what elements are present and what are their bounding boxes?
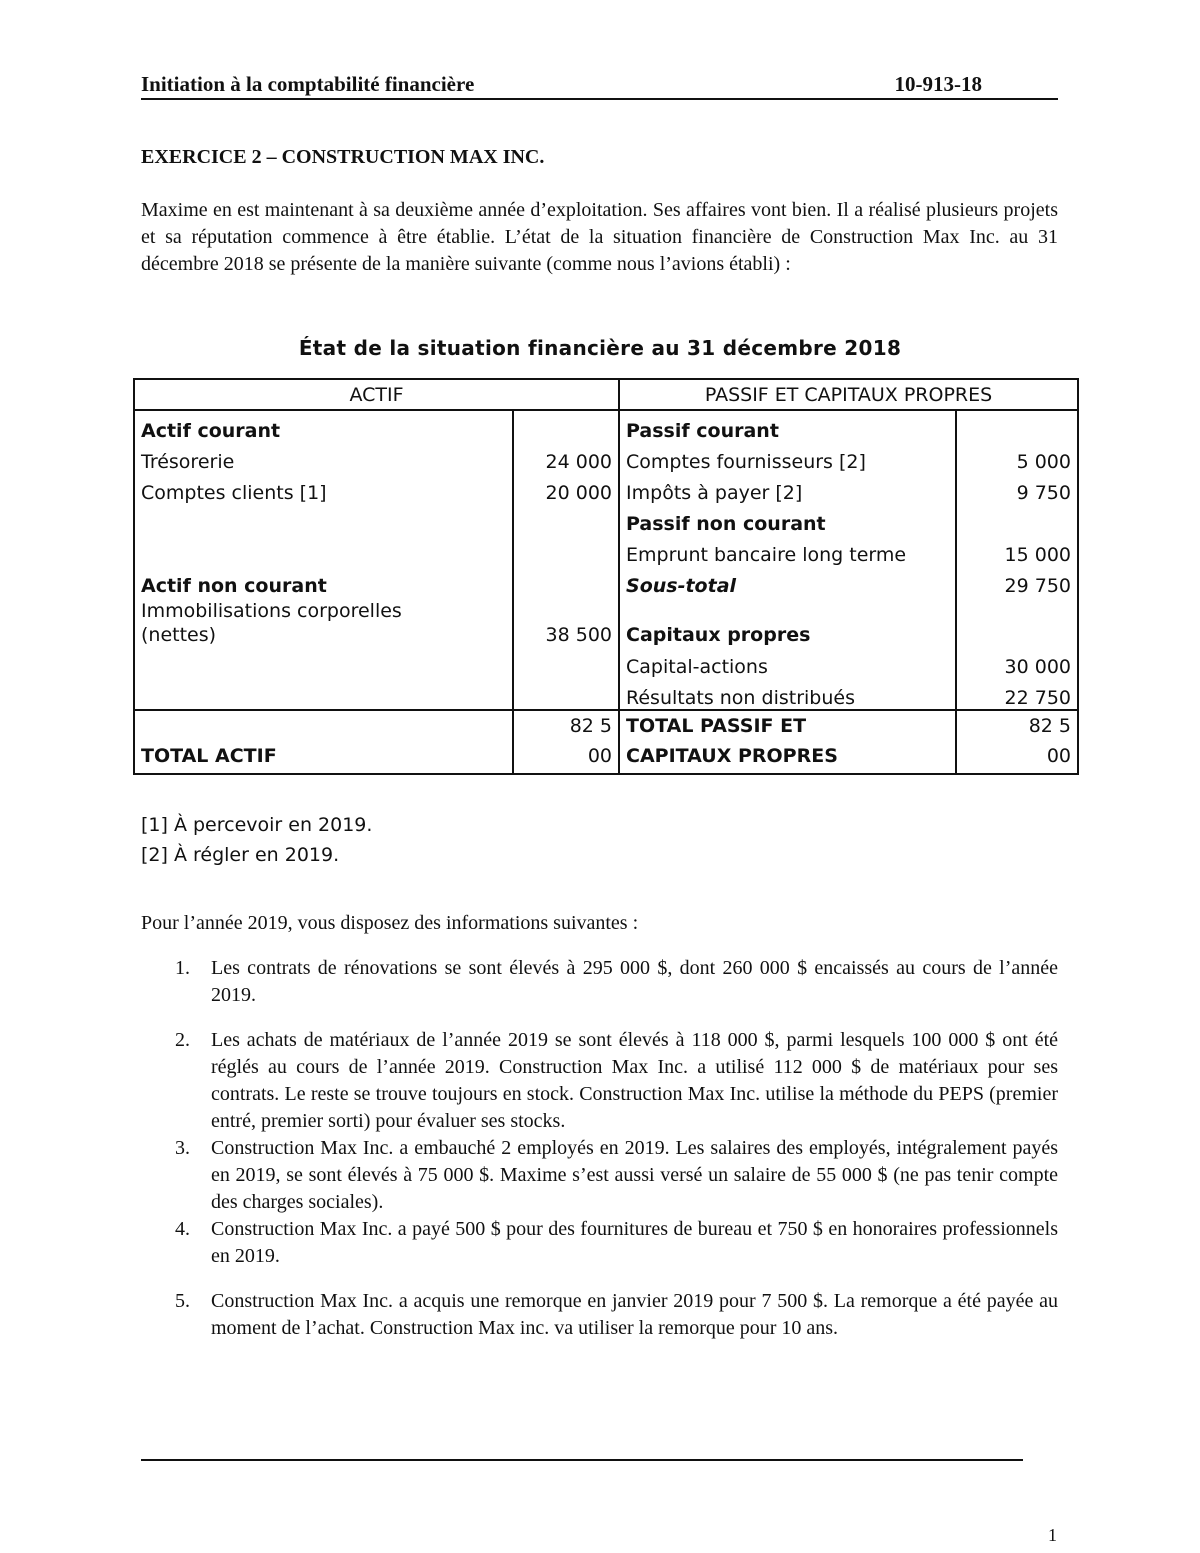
list-item [141, 1027, 1058, 1135]
taxes-payable-value: 9 750 [956, 473, 1078, 504]
item-number: 2. [175, 1029, 190, 1051]
item-text: Construction Max Inc. a acquis une remorque en janvier 2019 pour 7 500 $. La remorque a été payée au moment de l’achat. Construction Max inc. va utiliser la remorque pour 10 ans. [211, 1290, 1058, 1339]
item-number: 5. [175, 1290, 190, 1312]
ppe-value: 38 500 [513, 597, 619, 647]
item-number: 4. [175, 1218, 190, 1240]
page-number: 1 [1048, 1525, 1057, 1545]
total-assets-value-line1: 82 5 [569, 715, 613, 737]
footnote-1: [1] À percevoir en 2019. [141, 814, 373, 836]
long-term-loan-label: Emprunt bancaire long terme [619, 535, 956, 566]
list-item [141, 1216, 1058, 1270]
equity-heading: Capitaux propres [619, 597, 956, 647]
share-capital-label: Capital-actions [619, 647, 956, 678]
noncurrent-liabilities-heading: Passif non courant [619, 504, 956, 535]
ppe-label-line2: (nettes) [141, 624, 217, 646]
current-liabilities-heading: Passif courant [619, 410, 956, 442]
current-assets-heading: Actif courant [134, 410, 513, 442]
table-title: État de la situation financière au 31 décembre 2018 [298, 336, 902, 360]
total-liabilities-label-line1: TOTAL PASSIF ET [626, 715, 807, 737]
subtotal-value: 29 750 [956, 566, 1078, 597]
total-liabilities-value-line2: 00 [1046, 745, 1071, 767]
item-text: Construction Max Inc. a embauché 2 employés en 2019. Les salaires des employés, intégralement payés en 2019, se sont élevés à 75 000 $. Maxime s’est aussi versé un salaire de 55 000 $ (ne pas tenir compte des charges sociales). [211, 1137, 1058, 1213]
header-liabilities-equity: PASSIF ET CAPITAUX PROPRES [619, 379, 1078, 410]
page-header [141, 70, 1058, 100]
exercise-title: EXERCICE 2 – CONSTRUCTION MAX INC. [141, 146, 545, 168]
subtotal-label: Sous-total [619, 566, 956, 597]
total-liabilities-label-line2: CAPITAUX PROPRES [626, 745, 838, 767]
total-assets-value-line2: 00 [587, 745, 613, 767]
retained-earnings-label: Résultats non distribués [619, 678, 956, 710]
list-item [141, 1288, 1058, 1342]
course-code: 10-913-18 [894, 72, 982, 96]
list-item [141, 1135, 1058, 1216]
header-assets: ACTIF [134, 379, 619, 410]
accounts-payable-label: Comptes fournisseurs [2] [619, 442, 956, 473]
balance-sheet-table [133, 378, 1079, 775]
info-intro: Pour l’année 2019, vous disposez des informations suivantes : [141, 912, 639, 934]
item-text: Construction Max Inc. a payé 500 $ pour des fournitures de bureau et 750 $ en honoraires professionnels en 2019. [211, 1218, 1058, 1267]
footnote-2: [2] À régler en 2019. [141, 844, 340, 866]
item-number: 1. [175, 957, 190, 979]
accounts-receivable-label: Comptes clients [1] [134, 473, 513, 504]
taxes-payable-label: Impôts à payer [2] [619, 473, 956, 504]
long-term-loan-value: 15 000 [956, 535, 1078, 566]
course-title: Initiation à la comptabilité financière [141, 72, 475, 96]
accounts-receivable-value: 20 000 [513, 473, 619, 504]
item-text: Les achats de matériaux de l’année 2019 se sont élevés à 118 000 $, parmi lesquels 100 000 $ ont été réglés au cours de l’année 2019. Construction Max Inc. a utilisé 112 000 $ de matériaux pour ses contrats. Le reste se trouve toujours en stock. Construction Max Inc. utilise la méthode du PEPS (premier entré, premier sorti) pour évaluer ses stocks. [211, 1029, 1058, 1132]
total-assets-label: TOTAL ACTIF [134, 710, 513, 774]
retained-earnings-value: 22 750 [956, 678, 1078, 710]
list-item [141, 955, 1058, 1009]
footnotes [141, 810, 372, 870]
info-list [141, 955, 1058, 1342]
share-capital-value: 30 000 [956, 647, 1078, 678]
cash-label: Trésorerie [134, 442, 513, 473]
ppe-label-line1: Immobilisations corporelles [141, 600, 402, 622]
item-text: Les contrats de rénovations se sont élevés à 295 000 $, dont 260 000 $ encaissés au cours de l’année 2019. [211, 957, 1058, 1006]
noncurrent-assets-heading: Actif non courant [134, 566, 513, 597]
item-number: 3. [175, 1137, 190, 1159]
total-liabilities-value-line1: 82 5 [1028, 715, 1071, 737]
accounts-payable-value: 5 000 [956, 442, 1078, 473]
footer-divider [141, 1459, 1023, 1461]
cash-value: 24 000 [513, 442, 619, 473]
intro-paragraph: Maxime en est maintenant à sa deuxième année d’exploitation. Ses affaires vont bien. Il a réalisé plusieurs projets et sa réputation commence à être établie. L’état de la situation financière de Construction Max Inc. au 31 décembre 2018 se présente de la manière suivante (comme nous l’avions établi) : [141, 199, 1058, 275]
